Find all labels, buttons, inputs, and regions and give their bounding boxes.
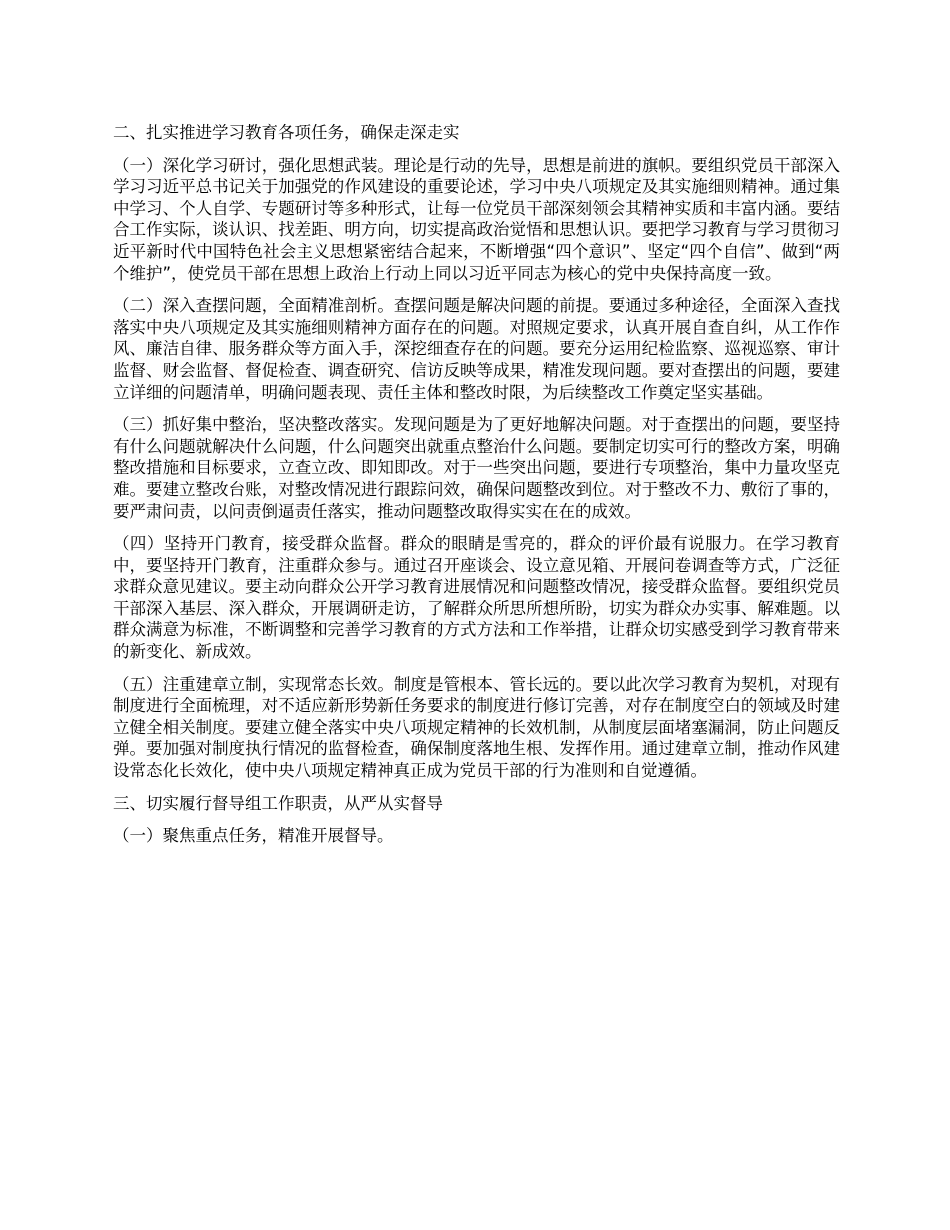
section-heading-two: 二、扎实推进学习教育各项任务，确保走深走实 bbox=[113, 123, 460, 142]
paragraph-find-problems: （二）深入查摆问题，全面精准剖析。查摆问题是解决问题的前提。要通过多种途径，全面深入查找落实中央八项规定及其实施细则精神方面存在的问题。对照规定要求，认真开展自查自纠，从工作作风、廉洁自律、服务群众等方面入手，深挖细查存在的问题。要充分运用纪检监察、巡视巡察、审计监督、财会监督、督促检查、调查研究、信访反映等成果，精准发现问题。要对查摆出的问题，要建立详细的问题清单，明确问题表现、责任主体和整改时限，为后续整改工作奠定坚实基础。 bbox=[113, 296, 840, 402]
paragraph-institution-building: （五）注重建章立制，实现常态长效。制度是管根本、管长远的。要以此次学习教育为契机，对现有制度进行全面梳理，对不适应新形势新任务要求的制度进行修订完善，对存在制度空白的领域及时建立健全相关制度。要建立健全落实中央八项规定精神的长效机制，从制度层面堵塞漏洞，防止问题反弹。要加强对制度执行情况的监督检查，确保制度落地生根、发挥作用。通过建章立制，推动作风建设常态化长效化，使中央八项规定精神真正成为党员干部的行为准则和自觉遵循。 bbox=[113, 674, 840, 781]
paragraph-focus-tasks: （一）聚焦重点任务，精准开展督导。 bbox=[113, 826, 394, 846]
paragraph-rectification: （三）抓好集中整治，坚决整改落实。发现问题是为了更好地解决问题。对于查摆出的问题，要坚持有什么问题就解决什么问题，什么问题突出就重点整治什么问题。要制定切实可行的整改方案，明确整改措施和目标要求，立查立改、即知即改。对于一些突出问题，要进行专项整治，集中力量攻坚克难。要建立整改台账，对整改情况进行跟踪问效，确保问题整改到位。对于整改不力、敷衍了事的，要严肃问责，以问责倒逼责任落实，推动问题整改取得实实在在的成效。 bbox=[113, 415, 840, 521]
section-heading-three: 三、切实履行督导组工作职责，从严从实督导 bbox=[113, 793, 443, 813]
paragraph-deepen-study: （一）深化学习研讨，强化思想武装。理论是行动的先导，思想是前进的旗帜。要组织党员干部深入学习习近平总书记关于加强党的作风建设的重要论述，学习中央八项规定及其实施细则精神。通过集中学习、个人自学、专题研讨等多种形式，让每一位党员干部深刻领会其精神实质和丰富内涵。要结合工作实际，谈认识、找差距、明方向，切实提高政治觉悟和思想认识。要把学习教育与学习贯彻习近平新时代中国特色社会主义思想紧密结合起来，不断增强“四个意识”、坚定“四个自信”、做到“两个维护”，使党员干部在思想上政治上行动上同以习近平同志为核心的党中央保持高度一致。 bbox=[113, 155, 840, 283]
paragraph-open-education: （四）坚持开门教育，接受群众监督。群众的眼睛是雪亮的，群众的评价最有说服力。在学习教育中，要坚持开门教育，注重群众参与。通过召开座谈会、设立意见箱、开展问卷调查等方式，广泛征求群众意见建议。要主动向群众公开学习教育进展情况和问题整改情况，接受群众监督。要组织党员干部深入基层、深入群众，开展调研走访，了解群众所思所想所盼，切实为群众办实事、解难题。以群众满意为标准，不断调整和完善学习教育的方式方法和工作举措，让群众切实感受到学习教育带来的新变化、新成效。 bbox=[113, 534, 840, 662]
document-body bbox=[113, 122, 840, 858]
